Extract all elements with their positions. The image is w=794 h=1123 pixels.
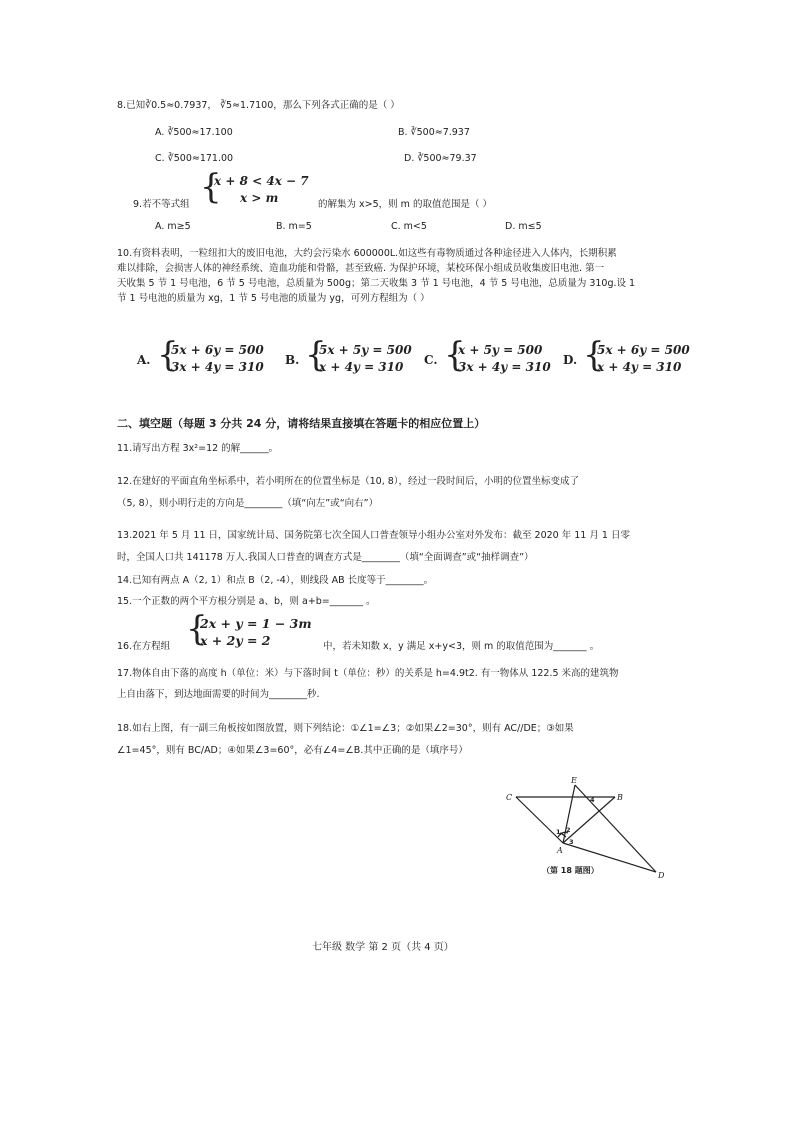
q16-suffix: 中，若未知数 x，y 满足 x+y<3，则 m 的取值范围为_______ 。 [323, 641, 600, 652]
q18-figure [500, 775, 680, 885]
q9-option-d: D. m≤5 [505, 221, 542, 232]
q9-eq1: x + 8 < 4x − 7 [214, 174, 309, 188]
q10-line1: 10.有资料表明，一粒纽扣大的废旧电池，大约会污染水 600000L.如这些有毒物质通过各种途径进入人体内，长期积累 [117, 248, 617, 259]
label-b: B [617, 793, 623, 802]
q8-option-d: D. ∛500≈79.37 [404, 153, 477, 164]
q8-stem: 8.已知∛0.5≈0.7937， ∛5≈1.7100，那么下列各式正确的是（ ） [117, 100, 400, 111]
line-ca [516, 797, 563, 843]
q9-option-a: A. m≥5 [155, 221, 191, 232]
q13-line2: 时，全国人口共 141178 万人.我国人口普查的调查方式是________（填“全面调查”或“抽样调查”） [117, 552, 534, 563]
q10-option-d-eq2: x + 4y = 310 [597, 360, 682, 374]
section-heading-fill-in: 二、填空题（每题 3 分共 24 分，请将结果直接填在答题卡的相应位置上） [117, 417, 486, 430]
label-d: D [658, 871, 665, 880]
angle-label-4: 4 [590, 796, 595, 804]
figure-caption: （第 18 题图） [542, 866, 599, 875]
q10-option-b [285, 335, 415, 377]
q16-prefix: 16.在方程组 [117, 641, 171, 652]
q10-option-b-brace: { [305, 335, 327, 375]
q10-option-d [563, 335, 693, 377]
q8-option-b: B. ∛500≈7.937 [398, 127, 470, 138]
q9-suffix: 的解集为 x>5，则 m 的取值范围是（ ） [318, 199, 492, 210]
q8-option-a: A. ∛500≈17.100 [155, 127, 233, 138]
q10-line2: 难以排除，会损害人体的神经系统、造血功能和骨骼，甚至致癌. 为保护环境，某校环保小组成员收集废旧电池. 第一 [117, 263, 605, 274]
q10-option-d-label: D. [563, 353, 578, 367]
q11: 11.请写出方程 3x²=12 的解______。 [117, 443, 279, 454]
q18-line1: 18.如右上图，有一副三角板按如图放置，则下列结论：①∠1=∠3；②如果∠2=30°，则有 AC//DE；③如果 [117, 723, 574, 734]
q10-option-d-eq1: 5x + 6y = 500 [597, 343, 690, 357]
q10-option-a-label: A. [137, 353, 151, 367]
q10-option-d-brace: { [583, 335, 605, 375]
q16-eq1: 2x + y = 1 − 3m [200, 616, 312, 631]
q10-option-c-eq2: 3x + 4y = 310 [458, 360, 551, 374]
q10-option-b-eq1: 5x + 5y = 500 [319, 343, 412, 357]
q10-option-c-eq1: x + 5y = 500 [458, 343, 543, 357]
q9-option-c: C. m<5 [391, 221, 427, 232]
q10-option-c-label: C. [424, 353, 438, 367]
q10-option-a-brace: { [157, 335, 179, 375]
q13-line1: 13.2021 年 5 月 11 日，国家统计局、国务院第七次全国人口普查领导小组办公室对外发布：截至 2020 年 11 月 1 日零 [117, 530, 630, 541]
q9-brace: { [200, 167, 222, 207]
page-footer: 七年级 数学 第 2 页（共 4 页） [312, 942, 454, 953]
label-e: E [571, 776, 577, 785]
q10-option-a-eq1: 5x + 6y = 500 [171, 343, 264, 357]
q14: 14.已知有两点 A（2, 1）和点 B（2, -4），则线段 AB 长度等于________。 [117, 575, 434, 586]
angle-label-2: 2 [566, 826, 571, 834]
q16-eq2: x + 2y = 2 [200, 633, 271, 648]
q8-option-c: C. ∛500≈171.00 [155, 153, 234, 164]
q10-option-b-label: B. [285, 353, 300, 367]
q9-option-b: B. m=5 [276, 221, 312, 232]
q10-option-c-brace: { [444, 335, 466, 375]
q10-line4: 节 1 号电池的质量为 xg，1 节 5 号电池的质量为 yg，可列方程组为（ ） [117, 293, 430, 304]
q10-line3: 天收集 5 节 1 号电池，6 节 5 号电池，总质量为 500g；第二天收集 3 节 1 号电池，4 节 5 号电池，总质量为 310g.设 1 [117, 278, 636, 289]
q10-option-a-eq2: 3x + 4y = 310 [171, 360, 264, 374]
q9-prefix: 9.若不等式组 [133, 199, 190, 210]
angle-label-3: 3 [569, 838, 574, 846]
q10-option-c [424, 335, 554, 377]
q10-option-a [137, 335, 267, 377]
q15: 15.一个正数的两个平方根分别是 a、b，则 a+b=_______ 。 [117, 596, 376, 607]
q18-line2: ∠1=45°，则有 BC/AD；④如果∠3=60°，必有∠4=∠B.其中正确的是（填序号） [117, 745, 468, 756]
label-a: A [557, 846, 563, 855]
angle-label-1: 1 [556, 828, 561, 836]
q17-line1: 17.物体自由下落的高度 h（单位：米）与下落时间 t（单位：秒）的关系是 h=4.9t2. 有一物体从 122.5 米高的建筑物 [117, 668, 619, 679]
label-c: C [506, 793, 513, 802]
q12-line2: （5, 8），则小明行走的方向是________（填“向左”或“向右”） [117, 498, 379, 509]
q12-line1: 12.在建好的平面直角坐标系中，若小明所在的位置坐标是（10, 8），经过一段时间后，小明的位置坐标变成了 [117, 476, 580, 487]
q9-eq2: x > m [240, 191, 279, 205]
q10-option-b-eq2: x + 4y = 310 [319, 360, 404, 374]
q16-brace: { [186, 609, 208, 649]
q17-line2: 上自由落下，到达地面需要的时间为________秒. [117, 689, 320, 700]
